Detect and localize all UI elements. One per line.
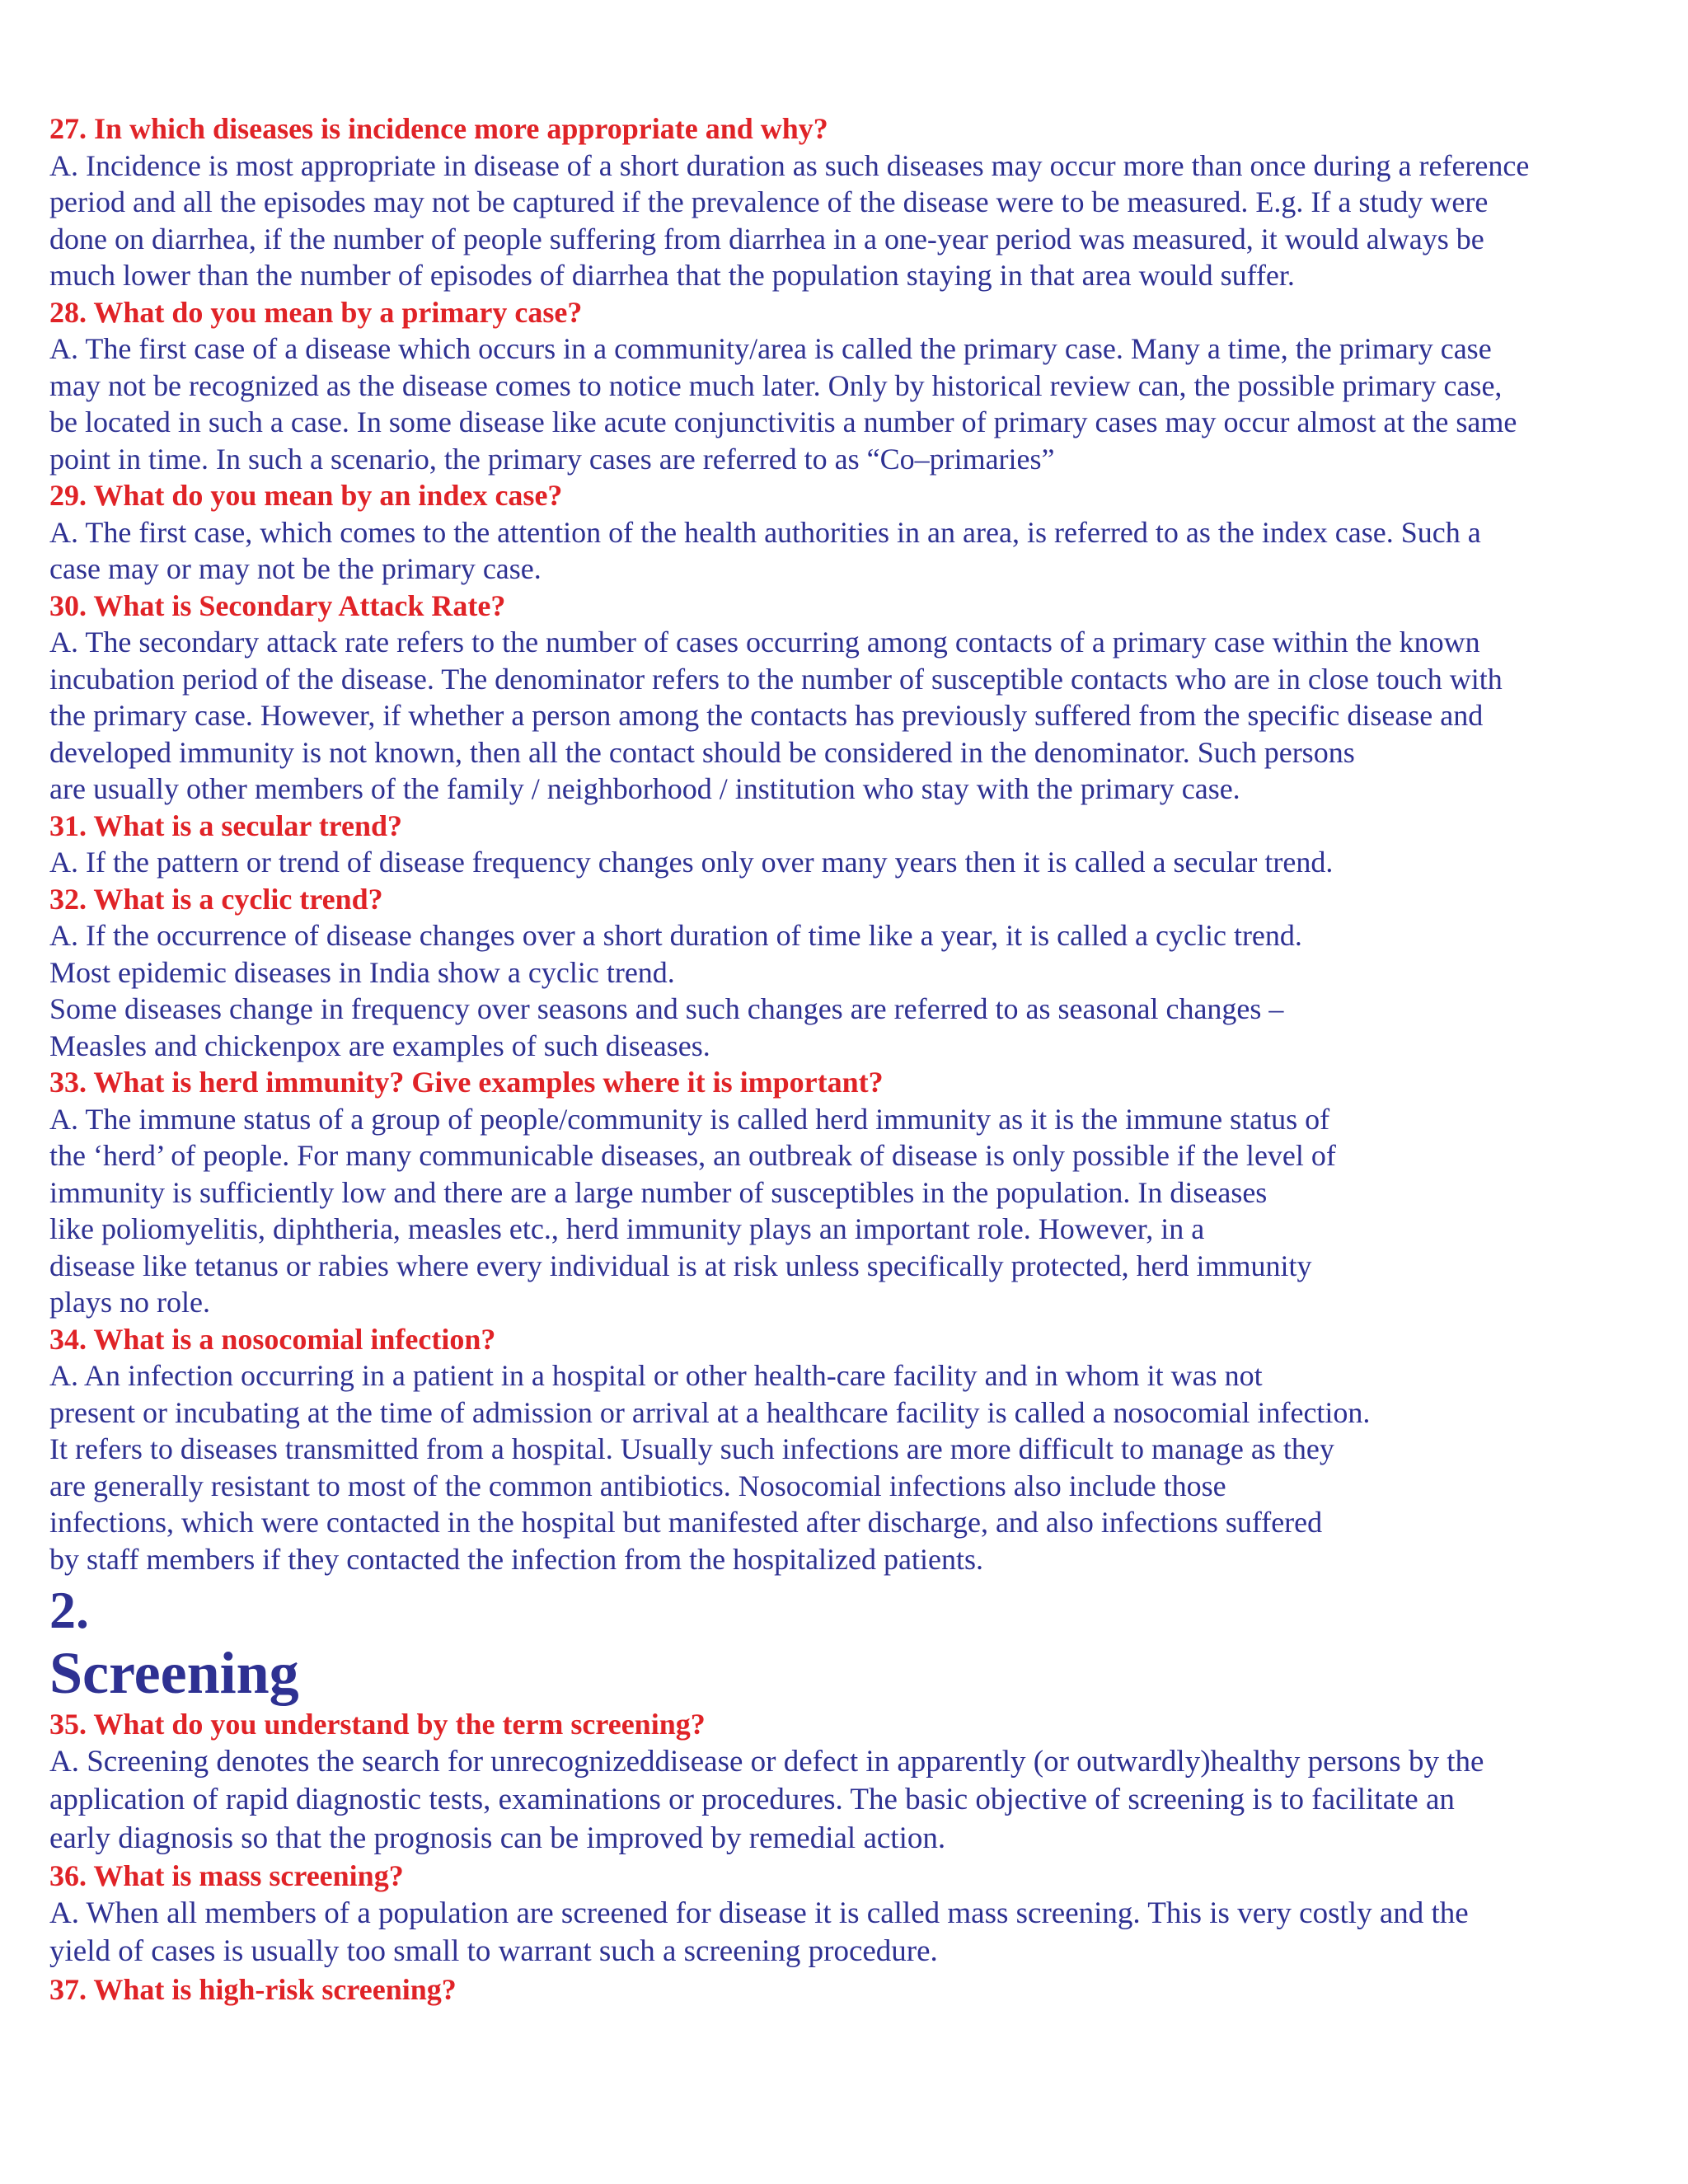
question-heading: 29. What do you mean by an index case? (49, 479, 563, 512)
question-heading: 34. What is a nosocomial infection? (49, 1322, 496, 1356)
answer-line: present or incubating at the time of admission or arrival at a healthcare facility is called a nosocomial infection. (49, 1395, 1371, 1429)
answer-line: A. The first case, which comes to the attention of the health authorities in an area, is referred to as the index case. Such a (49, 515, 1481, 549)
answer-line: be located in such a case. In some disease like acute conjunctivitis a number of primary cases may occur almost at the same (49, 405, 1517, 438)
answer-line: point in time. In such a scenario, the primary cases are referred to as “Co–primaries” (49, 442, 1055, 476)
chapter-title: Screening (49, 1640, 299, 1706)
answer-line: A. When all members of a population are screened for disease it is called mass screening. This is very costly and the (49, 1896, 1469, 1930)
answer-line: are usually other members of the family / neighborhood / institution who stay with the primary case. (49, 772, 1240, 805)
answer-line: immunity is sufficiently low and there are a large number of susceptibles in the population. In diseases (49, 1175, 1268, 1209)
answer-line: disease like tetanus or rabies where every individual is at risk unless specifically protected, herd immunity (49, 1249, 1312, 1282)
answer-line: the primary case. However, if whether a person among the contacts has previously suffered from the specific disease and (49, 699, 1484, 732)
answer-line: A. The first case of a disease which occurs in a community/area is called the primary case. Many a time, the primary case (49, 332, 1492, 365)
answer-line: done on diarrhea, if the number of people suffering from diarrhea in a one-year period was measured, it would always be (49, 222, 1484, 255)
answer-line: developed immunity is not known, then all the contact should be considered in the denominator. Such persons (49, 735, 1355, 769)
answer-line: Measles and chickenpox are examples of such diseases. (49, 1029, 710, 1062)
answer-line: are generally resistant to most of the common antibiotics. Nosocomial infections also include those (49, 1469, 1226, 1502)
answer-line: period and all the episodes may not be captured if the prevalence of the disease were to be measured. E.g. If a study were (49, 185, 1489, 218)
question-heading: 27. In which diseases is incidence more appropriate and why? (49, 112, 828, 145)
document-page (49, 110, 1657, 2008)
question-heading: 35. What do you understand by the term screening? (49, 1708, 706, 1741)
answer-line: A. The immune status of a group of people/community is called herd immunity as it is the immune status of (49, 1102, 1330, 1136)
answer-line: plays no role. (49, 1286, 210, 1319)
answer-line: A. If the occurrence of disease changes over a short duration of time like a year, it is called a cyclic trend. (49, 919, 1302, 952)
answer-line: case may or may not be the primary case. (49, 552, 542, 585)
question-heading: 36. What is mass screening? (49, 1859, 404, 1892)
answer-line: incubation period of the disease. The denominator refers to the number of susceptible contacts who are in close touch with (49, 662, 1503, 696)
qa-section-1 (49, 110, 1657, 1577)
question-heading: 28. What do you mean by a primary case? (49, 295, 583, 329)
answer-line: A. The secondary attack rate refers to the number of cases occurring among contacts of a primary case within the known (49, 626, 1480, 658)
qa-section-2 (49, 1706, 1657, 2008)
question-heading: 31. What is a secular trend? (49, 808, 403, 842)
answer-line: the ‘herd’ of people. For many communicable diseases, an outbreak of disease is only possible if the level of (49, 1139, 1336, 1172)
answer-line: much lower than the number of episodes of diarrhea that the population staying in that area would suffer. (49, 259, 1295, 292)
answer-line: like poliomyelitis, diphtheria, measles etc., herd immunity plays an important role. However, in a (49, 1212, 1205, 1245)
question-heading: 30. What is Secondary Attack Rate? (49, 588, 506, 622)
answer-line: yield of cases is usually too small to warrant such a screening procedure. (49, 1934, 938, 1968)
answer-line: infections, which were contacted in the hospital but manifested after discharge, and also infections suffered (49, 1506, 1323, 1539)
question-heading: 33. What is herd immunity? Give examples where it is important? (49, 1066, 884, 1099)
answer-line: may not be recognized as the disease comes to notice much later. Only by historical review can, the possible primary case, (49, 368, 1503, 402)
answer-line: Some diseases change in frequency over seasons and such changes are referred to as seasonal changes – (49, 992, 1284, 1025)
question-heading: 32. What is a cyclic trend? (49, 882, 383, 916)
answer-line: It refers to diseases transmitted from a hospital. Usually such infections are more difficult to manage as they (49, 1432, 1334, 1465)
answer-line: A. If the pattern or trend of disease frequency changes only over many years then it is called a secular trend. (49, 846, 1334, 879)
chapter-number: 2. (49, 1581, 89, 1639)
question-heading: 37. What is high-risk screening? (49, 1972, 457, 2006)
answer-line: A. Incidence is most appropriate in disease of a short duration as such diseases may occur more than once during a reference (49, 148, 1530, 182)
answer-line: early diagnosis so that the prognosis can be improved by remedial action. (49, 1821, 946, 1855)
answer-line: by staff members if they contacted the infection from the hospitalized patients. (49, 1542, 983, 1576)
answer-line: A. Screening denotes the search for unrecognizeddisease or defect in apparently (or outwardly)healthy persons by the (49, 1744, 1484, 1779)
answer-line: A. An infection occurring in a patient in a hospital or other health-care facility and in whom it was not (49, 1359, 1263, 1392)
answer-line: application of rapid diagnostic tests, examinations or procedures. The basic objective of screening is to facilitate an (49, 1783, 1455, 1816)
answer-line: Most epidemic diseases in India show a cyclic trend. (49, 955, 675, 989)
